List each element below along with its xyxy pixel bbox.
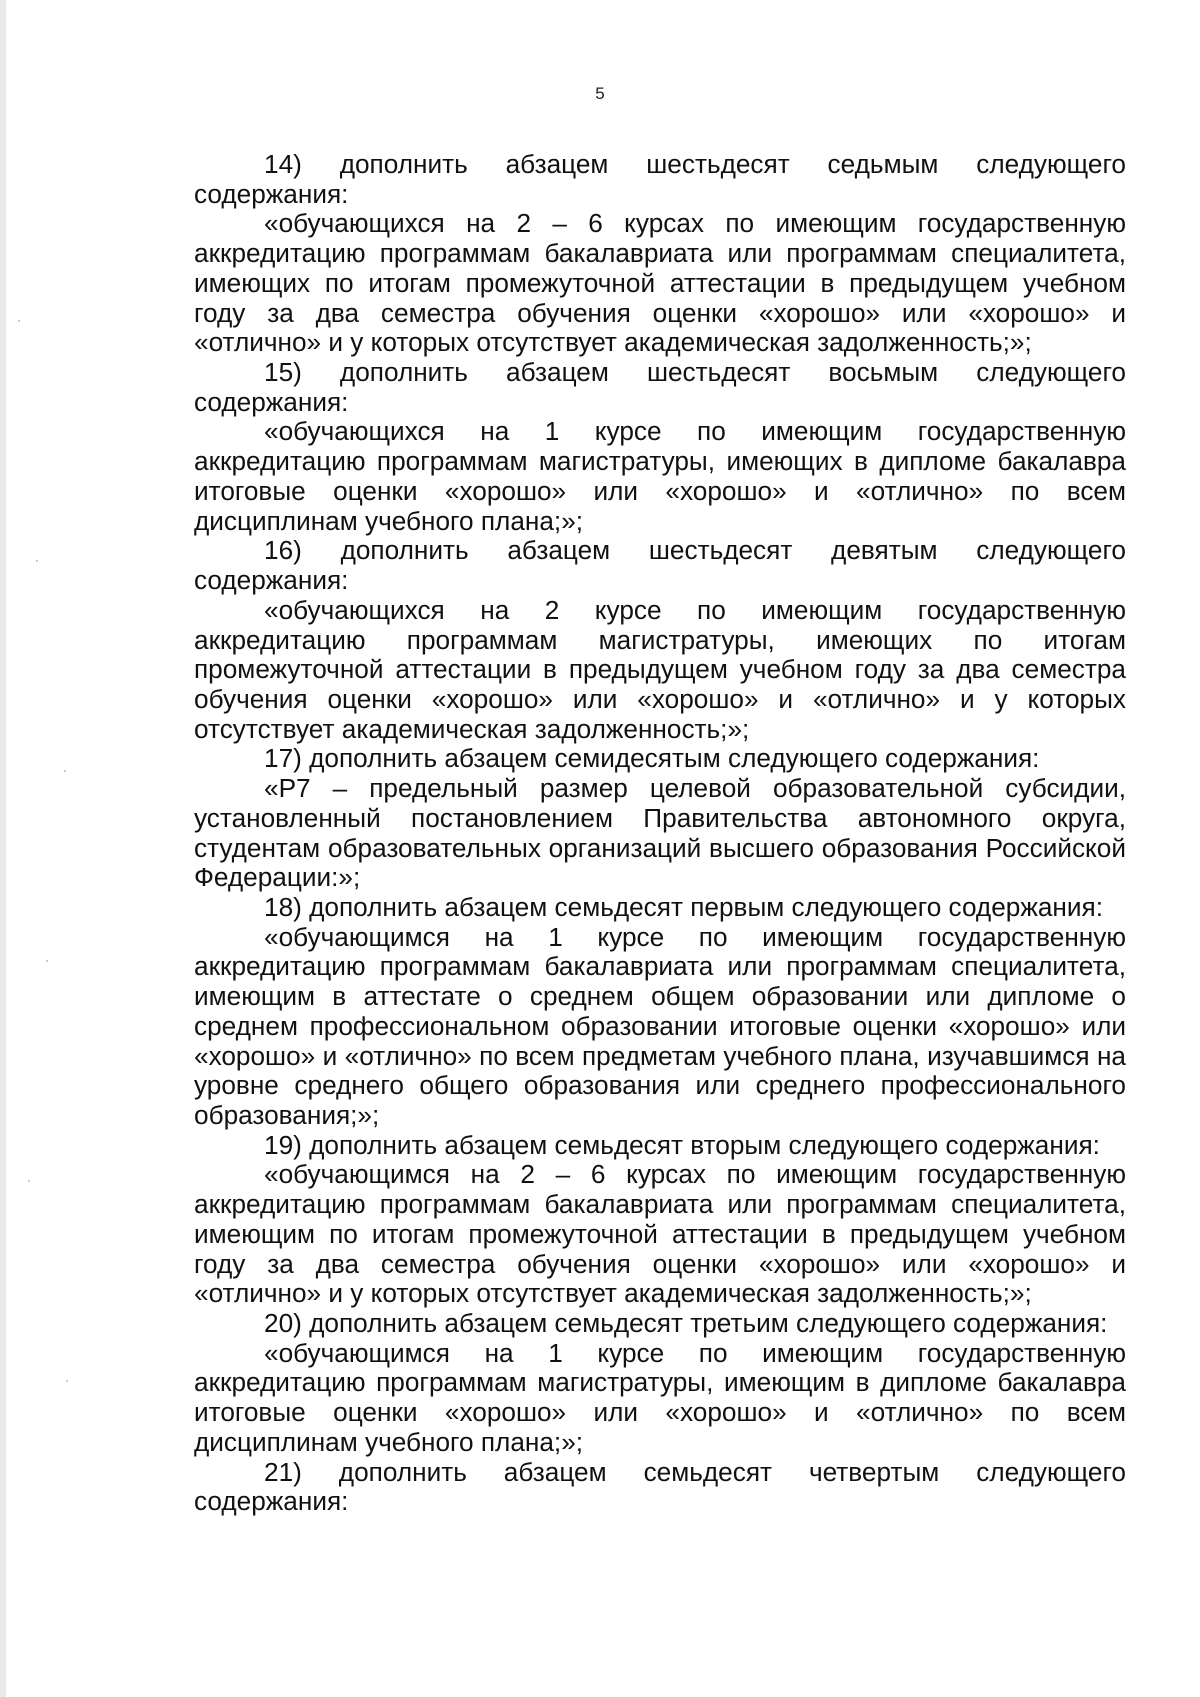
paragraph-quote-68: «обучающихся на 1 курсе по имеющим государственную аккредитацию программам магистратуры, имеющих в дипломе бакалавра итоговые оценки «хорошо» или «хорошо» и «отлично» по всем дисциплинам учебного плана;»; <box>194 416 1126 536</box>
paragraph-quote-67: «обучающихся на 2 – 6 курсах по имеющим государственную аккредитацию программам бакалавриата или программам специалитета, имеющих по итогам промежуточной аттестации в предыдущем учебном году за два семестра обучения оценки «хорошо» или «хорошо» и «отлично» и у которых отсутствует академическая задолженность;»; <box>194 208 1126 358</box>
paragraph-item-15: 15) дополнить абзацем шестьдесят восьмым следующего содержания: <box>194 357 1126 417</box>
scan-speck <box>28 1180 30 1182</box>
scan-speck <box>36 560 38 562</box>
paragraph-item-19: 19) дополнить абзацем семьдесят вторым следующего содержания: <box>264 1129 1100 1160</box>
paragraph-quote-72: «обучающимся на 2 – 6 курсах по имеющим государственную аккредитацию программам бакалавриата или программам специалитета, имеющим по итогам промежуточной аттестации в предыдущем учебном году за два семестра обучения оценки «хорошо» или «хорошо» и «отлично» и у которых отсутствует академическая задолженность;»; <box>194 1159 1126 1309</box>
paragraph-item-14: 14) дополнить абзацем шестьдесят седьмым следующего содержания: <box>194 149 1126 209</box>
paragraph-item-17: 17) дополнить абзацем семидесятым следующего содержания: <box>264 743 1040 774</box>
document-body <box>194 150 1126 1517</box>
paragraph-item-20: 20) дополнить абзацем семьдесят третьим следующего содержания: <box>264 1308 1108 1339</box>
paragraph-item-16: 16) дополнить абзацем шестьдесят девятым следующего содержания: <box>194 535 1126 596</box>
scan-speck <box>18 320 20 322</box>
paragraph-quote-73: «обучающимся на 1 курсе по имеющим государственную аккредитацию программам магистратуры, имеющим в дипломе бакалавра итоговые оценки «хорошо» или «хорошо» и «отлично» по всем дисциплинам учебного плана;»; <box>194 1337 1126 1457</box>
scan-speck <box>46 960 48 962</box>
paragraph-quote-70: «Р7 – предельный размер целевой образовательной субсидии, установленный постановлением Правительства автономного округа, студентам образовательных организаций высшего образования Российской Федерации:»; <box>194 773 1126 893</box>
paragraph-item-18: 18) дополнить абзацем семьдесят первым следующего содержания: <box>264 891 1103 922</box>
scan-speck <box>64 770 66 772</box>
paragraph-item-21: 21) дополнить абзацем семьдесят четвертым следующего содержания: <box>194 1456 1126 1517</box>
scan-speck <box>66 1380 68 1382</box>
page-number: 5 <box>595 84 605 103</box>
paragraph-quote-71: «обучающимся на 1 курсе по имеющим государственную аккредитацию программам бакалавриата или программам специалитета, имеющим в аттестате о среднем общем образовании или дипломе о среднем профессиональном образовании итоговые оценки «хорошо» или «хорошо» и «отлично» по всем предметам учебного плана, изучавшимся на уровне среднего общего образования или среднего профессионального образования;»; <box>194 921 1126 1130</box>
paragraph-quote-69: «обучающихся на 2 курсе по имеющим государственную аккредитацию программам магистратуры, имеющих по итогам промежуточной аттестации в предыдущем учебном году за два семестра обучения оценки «хорошо» или «хорошо» и «отлично» и у которых отсутствует академическая задолженность;»; <box>194 594 1126 744</box>
